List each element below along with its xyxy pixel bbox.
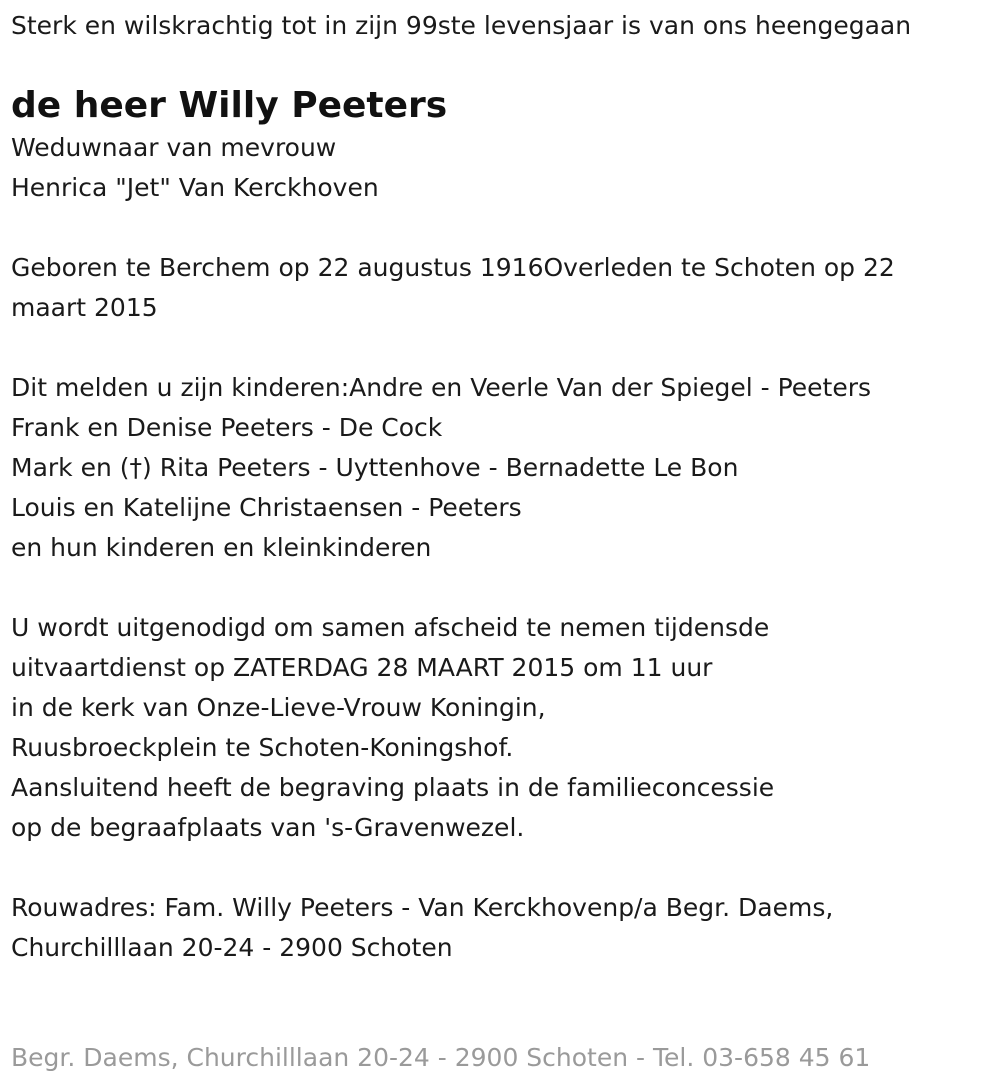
birth-death-line: maart 2015 <box>11 293 158 322</box>
children-line: Dit melden u zijn kinderen:Andre en Veerle Van der Spiegel - Peeters <box>11 373 872 402</box>
intro-text: Sterk en wilskrachtig tot in zijn 99ste levensjaar is van ons heengegaan <box>11 11 912 40</box>
children-line: Frank en Denise Peeters - De Cock <box>11 413 443 442</box>
deceased-name: de heer Willy Peeters <box>11 85 448 126</box>
ceremony-line: in de kerk van Onze-Lieve-Vrouw Koningin, <box>11 693 546 722</box>
children-block <box>11 368 1000 568</box>
children-line: en hun kinderen en kleinkinderen <box>11 533 432 562</box>
address-block <box>11 888 1000 968</box>
ceremony-line: op de begraafplaats van 's-Gravenwezel. <box>11 813 525 842</box>
spouse-block <box>11 128 1000 208</box>
address-line: Churchilllaan 20-24 - 2900 Schoten <box>11 933 453 962</box>
ceremony-line: U wordt uitgenodigd om samen afscheid te nemen tijdensde <box>11 613 770 642</box>
ceremony-block <box>11 608 1000 848</box>
ceremony-line: uitvaartdienst op ZATERDAG 28 MAART 2015 om 11 uur <box>11 653 713 682</box>
spouse-line: Weduwnaar van mevrouw <box>11 133 337 162</box>
ceremony-line: Ruusbroeckplein te Schoten-Koningshof. <box>11 733 514 762</box>
ceremony-line: Aansluitend heeft de begraving plaats in de familieconcessie <box>11 773 775 802</box>
footer-contact: Begr. Daems, Churchilllaan 20-24 - 2900 Schoten - Tel. 03-658 45 61 <box>11 1043 871 1072</box>
birth-death-block <box>11 248 1000 328</box>
address-line: Rouwadres: Fam. Willy Peeters - Van Kerckhovenp/a Begr. Daems, <box>11 893 834 922</box>
children-line: Mark en (†) Rita Peeters - Uyttenhove - Bernadette Le Bon <box>11 453 739 482</box>
children-line: Louis en Katelijne Christaensen - Peeters <box>11 493 522 522</box>
birth-death-line: Geboren te Berchem op 22 augustus 1916Overleden te Schoten op 22 <box>11 253 895 282</box>
spouse-line: Henrica "Jet" Van Kerckhoven <box>11 173 379 202</box>
